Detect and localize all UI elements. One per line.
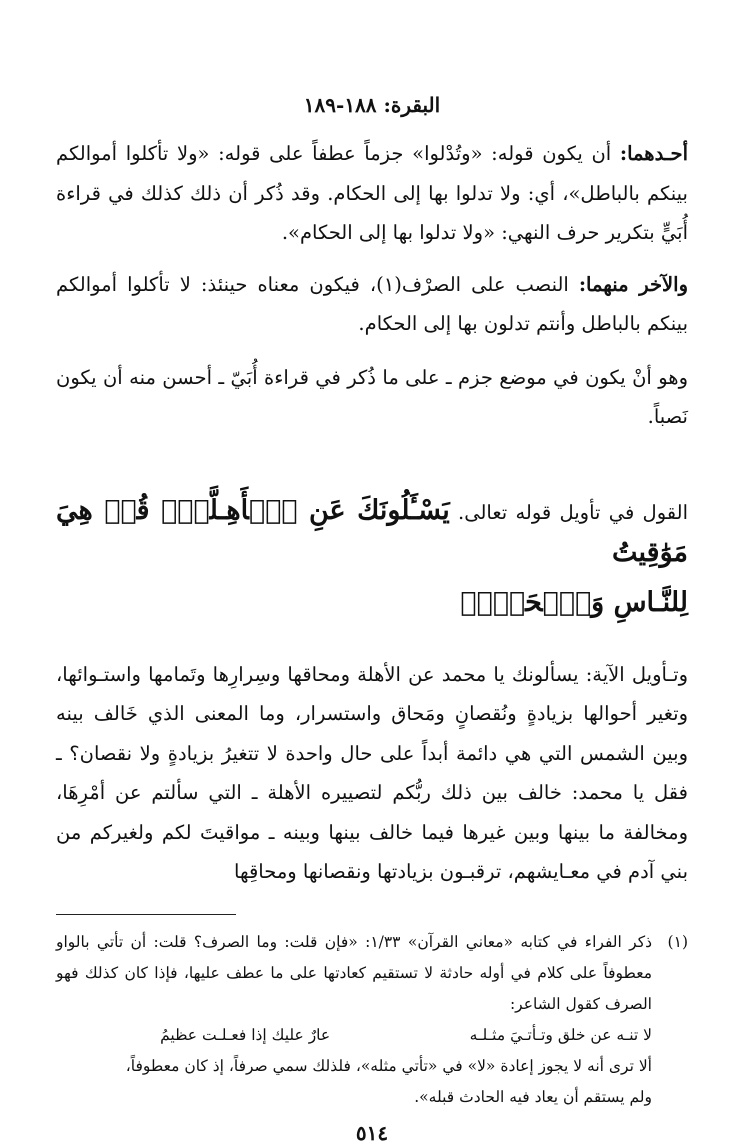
footnote: [56, 927, 688, 1020]
second-text: النصب على الصرْف(١)، فيكون معناه حينئذ: لا تأكلوا أموالكم بينكم بالباطل وأنتم تدلون بها إلى الحكام.: [56, 272, 688, 335]
footnote-poem: [56, 1020, 688, 1051]
paragraph-interpretation: وتـأويل الآية: يسألونك يا محمد عن الأهلة ومحاقها وسِرارِها وتَمامها واستـوائها، وتغير أحوالها بزيادةٍ ونُقصانٍ ومَحاق واستسرار، وما المعنى الذي خَالف بينه وبين الشمس التي هي دائمة أبداً على حال واحدة لا تتغيرُ بزيادةٍ ولا نقصان؟ ـ فقل يا محمد: خالف بين ذلك ربُّكم لتصييره الأهلة ـ التي سألتم عن أمْرِهَا، ومخالفة ما بينها وبين غيرها فيما خالف بينها وبينه ـ مواقيتَ لكم ولغيركم من بني آدم في معـايشهم، ترقبـون بزيادتها ونقصانها ومحاقِها: [56, 662, 688, 883]
poem-hemistich-right: لا تنـه عن خلق وتـأتـيَ مثـلـه: [469, 1025, 652, 1044]
paragraph-second-reading: [56, 265, 688, 344]
first-text: أن يكون قوله: «وتُدْلوا» جزماً عطفاً على قوله: «ولا تأكلوا أموالكم بينكم بالباطل»، أي: ولا تدلوا بها إلى الحكام. وقد ذُكر أن ذلك كذلك في قراءة أُبَيٍّ بتكرير حرف النهي: «ولا تدلوا بها إلى الحكام».: [56, 142, 688, 244]
paragraph-preference: وهو أنْ يكون في موضع جزم ـ على ما ذُكر في قراءة أُبَيّ ـ أحسن منه أن يكون نَصباً.: [56, 365, 688, 428]
poem-hemistich-left: عارٌ عليك إذا فعـلـت عظيمُ: [160, 1025, 331, 1044]
verse-text-line2: لِلنَّـاسِ وَٱلۡحَجِّۗ: [460, 586, 688, 618]
running-header: البقرة: ١٨٨-١٨٩: [303, 93, 441, 117]
paragraph-first-reading: [56, 134, 688, 253]
second-label: والآخر منهما:: [578, 272, 688, 296]
footnote-number: (١): [667, 932, 688, 951]
verse-intro: القول في تأويل قوله تعالى.: [458, 500, 689, 524]
verse-text-line1: يَسْـَٔلُونَكَ عَنِ ٱلۡأَهِـلَّةِۖ قُلۡ هِيَ مَوَٰقِيتُ: [56, 494, 688, 568]
footnote-continuation-1: ألا ترى أنه لا يجوز إعادة «لا» في «تأتي مثله»، فلذلك سمي صرفاً، إذ كان معطوفاً،: [125, 1056, 652, 1075]
first-label: أحـدهما:: [619, 142, 688, 165]
verse-heading: [56, 491, 688, 631]
footnote-text: ذكر الفراء في كتابه «معاني القرآن» ١/٣٣: «فإن قلت: وما الصرف؟ قلت: أن تأتي بالواو معطوفاً على كلام في أوله حادثة لا تستقيم كعادتها على ما عطف عليها، فإذا كان كذلك فهو الصرف كقول الشاعر:: [56, 932, 652, 1013]
page-number: ٥١٤: [355, 1120, 389, 1145]
footnote-separator: [56, 914, 236, 915]
footnote-continuation-2: ولم يستقم أن يعاد فيه الحادث قبله».: [414, 1087, 652, 1106]
